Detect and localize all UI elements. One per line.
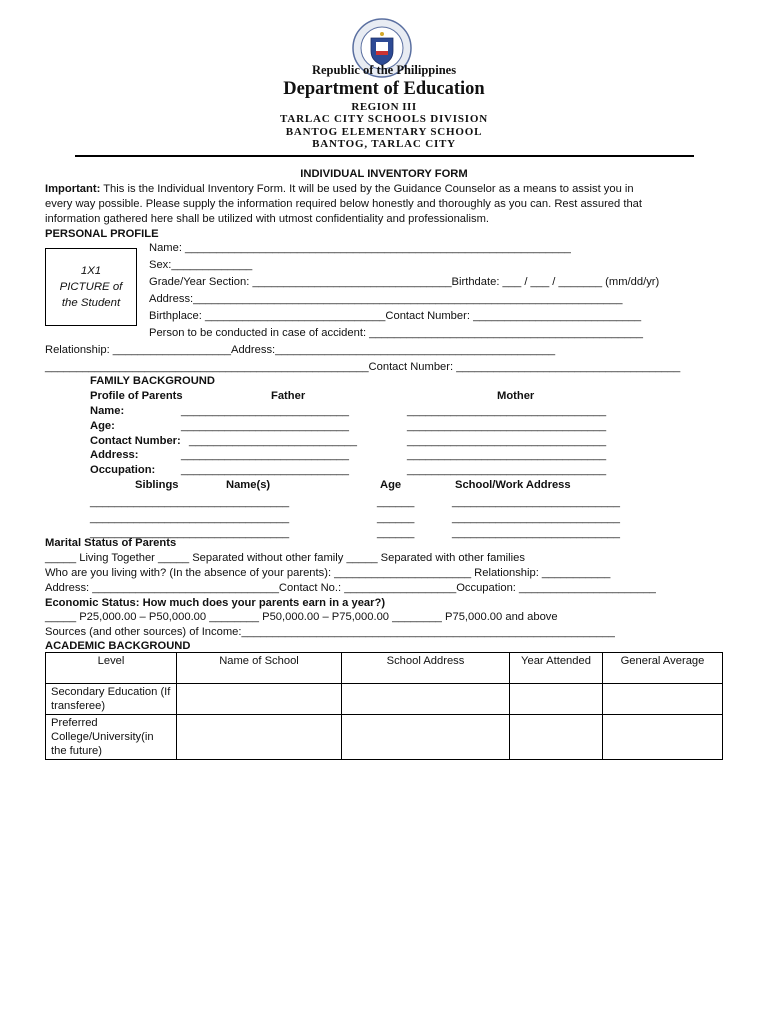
parent-name-label: Name: — [90, 405, 125, 417]
sibling-1-age-field[interactable]: ______ — [377, 496, 415, 508]
mother-header: Mother — [497, 390, 535, 402]
father-name-field[interactable]: ___________________________ — [181, 405, 349, 417]
marital-status-heading: Marital Status of Parents — [45, 537, 177, 549]
photo-label-1: 1X1 — [80, 265, 102, 277]
important-line-1 — [45, 182, 634, 196]
college-name-cell[interactable] — [177, 715, 342, 760]
parent-age-label: Age: — [90, 420, 115, 432]
father-age-field[interactable]: ___________________________ — [181, 420, 349, 432]
secondary-school-name-cell[interactable] — [177, 684, 342, 715]
economic-status-heading: Economic Status: How much does your parents earn in a year?) — [45, 597, 386, 609]
department-title: Department of Education — [283, 79, 485, 99]
secondary-year-cell[interactable] — [510, 684, 603, 715]
college-average-cell[interactable] — [603, 715, 723, 760]
col-level: Level — [46, 653, 177, 684]
sibling-1-name-field[interactable]: ________________________________ — [90, 496, 290, 508]
sibling-3-name-field[interactable]: ________________________________ — [90, 527, 290, 539]
economic-status-options[interactable]: _____ P25,000.00 – P50,000.00 ________ P50,000.00 – P75,000.00 ________ P75,000.00 and above — [45, 611, 558, 623]
important-label: Important: — [45, 183, 101, 195]
sibling-3-age-field[interactable]: ______ — [377, 527, 415, 539]
mother-contact-field[interactable]: ________________________________ — [407, 435, 607, 447]
birthplace-contact-field[interactable]: Birthplace: _____________________________Contact Number: ___________________________ — [149, 310, 642, 322]
income-sources-field[interactable]: Sources (and other sources) of Income:____________________________________________________________ — [45, 626, 615, 638]
division-text: TARLAC CITY SCHOOLS DIVISION — [280, 113, 488, 125]
sibling-1-school-field[interactable]: ___________________________ — [452, 496, 620, 508]
col-name-of-school: Name of School — [177, 653, 342, 684]
emergency-person-field[interactable]: Person to be conducted in case of accident: ____________________________________________ — [149, 327, 643, 339]
living-with-field[interactable]: Who are you living with? (In the absence of your parents): ______________________ Relationship: ___________ — [45, 567, 611, 579]
sibling-school-header: School/Work Address — [455, 479, 571, 491]
parent-contact-label: Contact Number: — [90, 435, 181, 447]
important-text-1: This is the Individual Inventory Form. It will be used by the Guidance Counselor as a means to assist you in — [100, 183, 634, 195]
table-row — [46, 684, 723, 715]
header-divider — [75, 155, 694, 157]
emergency-contact-field[interactable]: ____________________________________________________Contact Number: ____________________________________ — [45, 361, 681, 373]
region-text: REGION III — [351, 101, 417, 113]
college-year-cell[interactable] — [510, 715, 603, 760]
school-address-text: BANTOG, TARLAC CITY — [312, 138, 456, 150]
sibling-3-school-field[interactable]: ___________________________ — [452, 527, 620, 539]
father-address-field[interactable]: ___________________________ — [181, 449, 349, 461]
personal-profile-heading: PERSONAL PROFILE — [45, 228, 159, 240]
secondary-average-cell[interactable] — [603, 684, 723, 715]
father-header: Father — [271, 390, 306, 402]
school-text: BANTOG ELEMENTARY SCHOOL — [285, 126, 483, 138]
parent-address-label: Address: — [90, 449, 139, 461]
important-line-3: information gathered here shall be utilized with utmost confidentiality and professionalism. — [45, 213, 490, 225]
photo-label-3: the Student — [61, 297, 121, 309]
photo-label-2: PICTURE of — [59, 281, 123, 293]
marital-status-options[interactable]: _____ Living Together _____ Separated without other family _____ Separated with other families — [45, 552, 525, 564]
name-field[interactable]: Name: ______________________________________________________________ — [149, 242, 571, 254]
father-occupation-field[interactable]: ___________________________ — [181, 464, 349, 476]
academic-background-heading: ACADEMIC BACKGROUND — [45, 640, 191, 652]
address-field[interactable]: Address:_____________________________________________________________________ — [149, 293, 623, 305]
mother-address-field[interactable]: ________________________________ — [407, 449, 607, 461]
sibling-age-header: Age — [380, 479, 402, 491]
sex-field[interactable]: Sex:_____________ — [149, 259, 253, 271]
table-row — [46, 715, 723, 760]
secondary-school-address-cell[interactable] — [342, 684, 510, 715]
relationship-address-field[interactable]: Relationship: ___________________Address:_____________________________________________ — [45, 344, 556, 356]
mother-occupation-field[interactable]: ________________________________ — [407, 464, 607, 476]
col-school-address: School Address — [342, 653, 510, 684]
col-year-attended: Year Attended — [510, 653, 603, 684]
photo-box — [45, 248, 137, 326]
family-background-heading: FAMILY BACKGROUND — [90, 375, 215, 387]
sibling-2-name-field[interactable]: ________________________________ — [90, 512, 290, 524]
academic-table-header — [46, 653, 723, 684]
mother-age-field[interactable]: ________________________________ — [407, 420, 607, 432]
grade-birthdate-field[interactable]: Grade/Year Section: ________________________________Birthdate: ___ / ___ / _______ (mm/dd/yr) — [149, 276, 660, 288]
important-line-2: every way possible. Please supply the information required below honestly and thoroughly as you can. Rest assured that — [45, 198, 643, 210]
form-title: INDIVIDUAL INVENTORY FORM — [300, 168, 468, 180]
sibling-2-age-field[interactable]: ______ — [377, 512, 415, 524]
college-address-cell[interactable] — [342, 715, 510, 760]
sibling-2-school-field[interactable]: ___________________________ — [452, 512, 620, 524]
guardian-address-field[interactable]: Address: ______________________________Contact No.: __________________Occupation: ______________________ — [45, 582, 656, 594]
row-secondary-education: Secondary Education (If transferee) — [46, 684, 177, 715]
republic-text: Republic of the Philippines — [311, 63, 457, 77]
parent-occupation-label: Occupation: — [90, 464, 156, 476]
mother-name-field[interactable]: ________________________________ — [407, 405, 607, 417]
academic-table — [45, 652, 723, 760]
father-contact-field[interactable]: ___________________________ — [189, 435, 357, 447]
siblings-header: Siblings — [135, 479, 179, 491]
sibling-names-header: Name(s) — [226, 479, 271, 491]
profile-of-parents-label: Profile of Parents — [90, 390, 183, 402]
row-preferred-college: Preferred College/University(in the future) — [46, 715, 177, 760]
col-general-average: General Average — [603, 653, 723, 684]
